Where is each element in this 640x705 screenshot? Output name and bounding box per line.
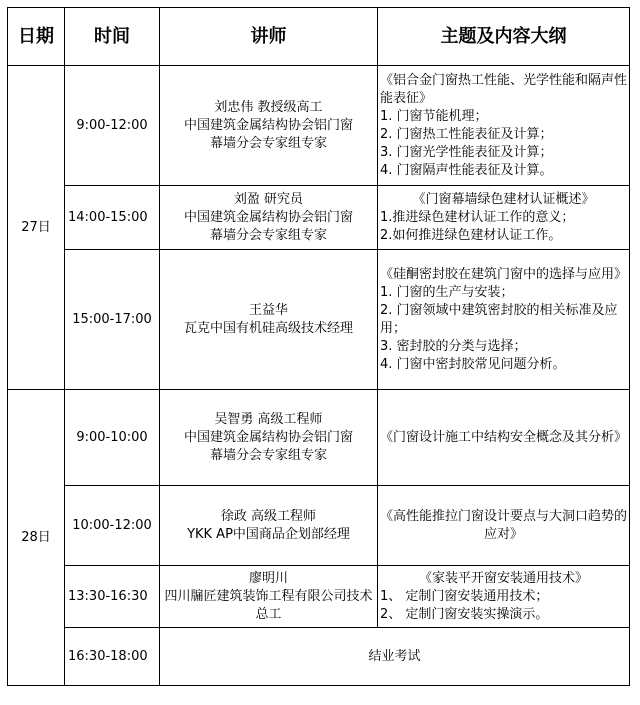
lecturer-line: 廖明川	[248, 570, 288, 586]
day-cell: 27日	[8, 66, 65, 390]
lecturer-cell	[160, 186, 378, 250]
time-cell: 15:00-17:00	[65, 250, 160, 390]
outline-cell	[378, 186, 630, 250]
lecturer-line: 瓦克中国有机硅高级技术经理	[183, 320, 353, 336]
lecturer-line: 中国建筑金属结构协会铝门窗	[183, 429, 353, 445]
outline-cell	[378, 66, 630, 186]
outline-cell	[378, 390, 630, 486]
lecturer-cell	[160, 566, 378, 628]
lecturer-line: 中国建筑金属结构协会铝门窗	[183, 117, 353, 133]
course-schedule-table	[7, 7, 630, 686]
lecturer-cell	[160, 250, 378, 390]
outline-item: 4. 门窗中密封胶常见问题分析。	[380, 356, 566, 372]
outline-title: 《铝合金门窗热工性能、光学性能和隔声性能表征》	[380, 72, 628, 106]
lecturer-line: 王益华	[248, 302, 288, 318]
outline-item: 1. 门窗的生产与安装；	[380, 284, 514, 300]
outline-item: 4. 门窗隔声性能表征及计算。	[380, 162, 553, 178]
outline-title: 《家装平开窗安装通用技术》	[418, 570, 588, 586]
outline-item: 1. 门窗节能机理；	[380, 108, 488, 124]
table-row	[8, 628, 630, 686]
lecturer-line: 徐政 高级工程师	[220, 508, 317, 524]
lecturer-line: 吴智勇 高级工程师	[214, 411, 323, 427]
outline-item: 3. 密封胶的分类与选择；	[380, 338, 527, 354]
outline-item: 2. 门窗领域中建筑密封胶的相关标准及应用；	[380, 302, 618, 336]
exam-cell: 结业考试	[160, 628, 630, 686]
header-lecturer: 讲师	[160, 8, 378, 66]
lecturer-line: YKK AP中国商品企划部经理	[187, 526, 350, 542]
lecturer-line: 四川牖匠建筑装饰工程有限公司技术总工	[164, 588, 373, 622]
header-row	[8, 8, 630, 66]
header-outline: 主题及内容大纲	[378, 8, 630, 66]
header-date: 日期	[8, 8, 65, 66]
lecturer-cell	[160, 66, 378, 186]
lecturer-line: 刘盈 研究员	[233, 191, 304, 207]
day-cell: 28日	[8, 390, 65, 686]
outline-item: 2. 门窗热工性能表征及计算；	[380, 126, 553, 142]
lecturer-line: 刘忠伟 教授级高工	[214, 99, 323, 115]
table-row	[8, 186, 630, 250]
outline-item: 3. 门窗光学性能表征及计算；	[380, 144, 553, 160]
table-row	[8, 250, 630, 390]
outline-title: 《门窗设计施工中结构安全概念及其分析》	[380, 429, 628, 445]
lecturer-line: 中国建筑金属结构协会铝门窗	[183, 209, 353, 225]
outline-title: 《硅酮密封胶在建筑门窗中的选择与应用》	[380, 266, 628, 282]
outline-cell	[378, 250, 630, 390]
outline-cell	[378, 486, 630, 566]
outline-title: 《高性能推拉门窗设计要点与大洞口趋势的应对》	[380, 508, 628, 542]
outline-cell	[378, 566, 630, 628]
time-cell: 14:00-15:00	[65, 186, 160, 250]
lecturer-line: 幕墙分会专家组专家	[209, 227, 327, 243]
header-time: 时间	[65, 8, 160, 66]
table-row	[8, 566, 630, 628]
table-row	[8, 66, 630, 186]
outline-item: 1.推进绿色建材认证工作的意义；	[380, 209, 575, 225]
lecturer-line: 幕墙分会专家组专家	[209, 135, 327, 151]
time-cell: 16:30-18:00	[65, 628, 160, 686]
table-row	[8, 486, 630, 566]
time-cell: 9:00-10:00	[65, 390, 160, 486]
time-cell: 10:00-12:00	[65, 486, 160, 566]
table-row	[8, 390, 630, 486]
outline-item: 1、 定制门窗安装通用技术；	[380, 588, 549, 604]
time-cell: 13:30-16:30	[65, 566, 160, 628]
outline-item: 2、 定制门窗安装实操演示。	[380, 606, 549, 622]
time-cell: 9:00-12:00	[65, 66, 160, 186]
outline-title: 《门窗幕墙绿色建材认证概述》	[412, 191, 595, 207]
lecturer-line: 幕墙分会专家组专家	[209, 447, 327, 463]
outline-item: 2.如何推进绿色建材认证工作。	[380, 227, 562, 243]
lecturer-cell	[160, 390, 378, 486]
lecturer-cell	[160, 486, 378, 566]
